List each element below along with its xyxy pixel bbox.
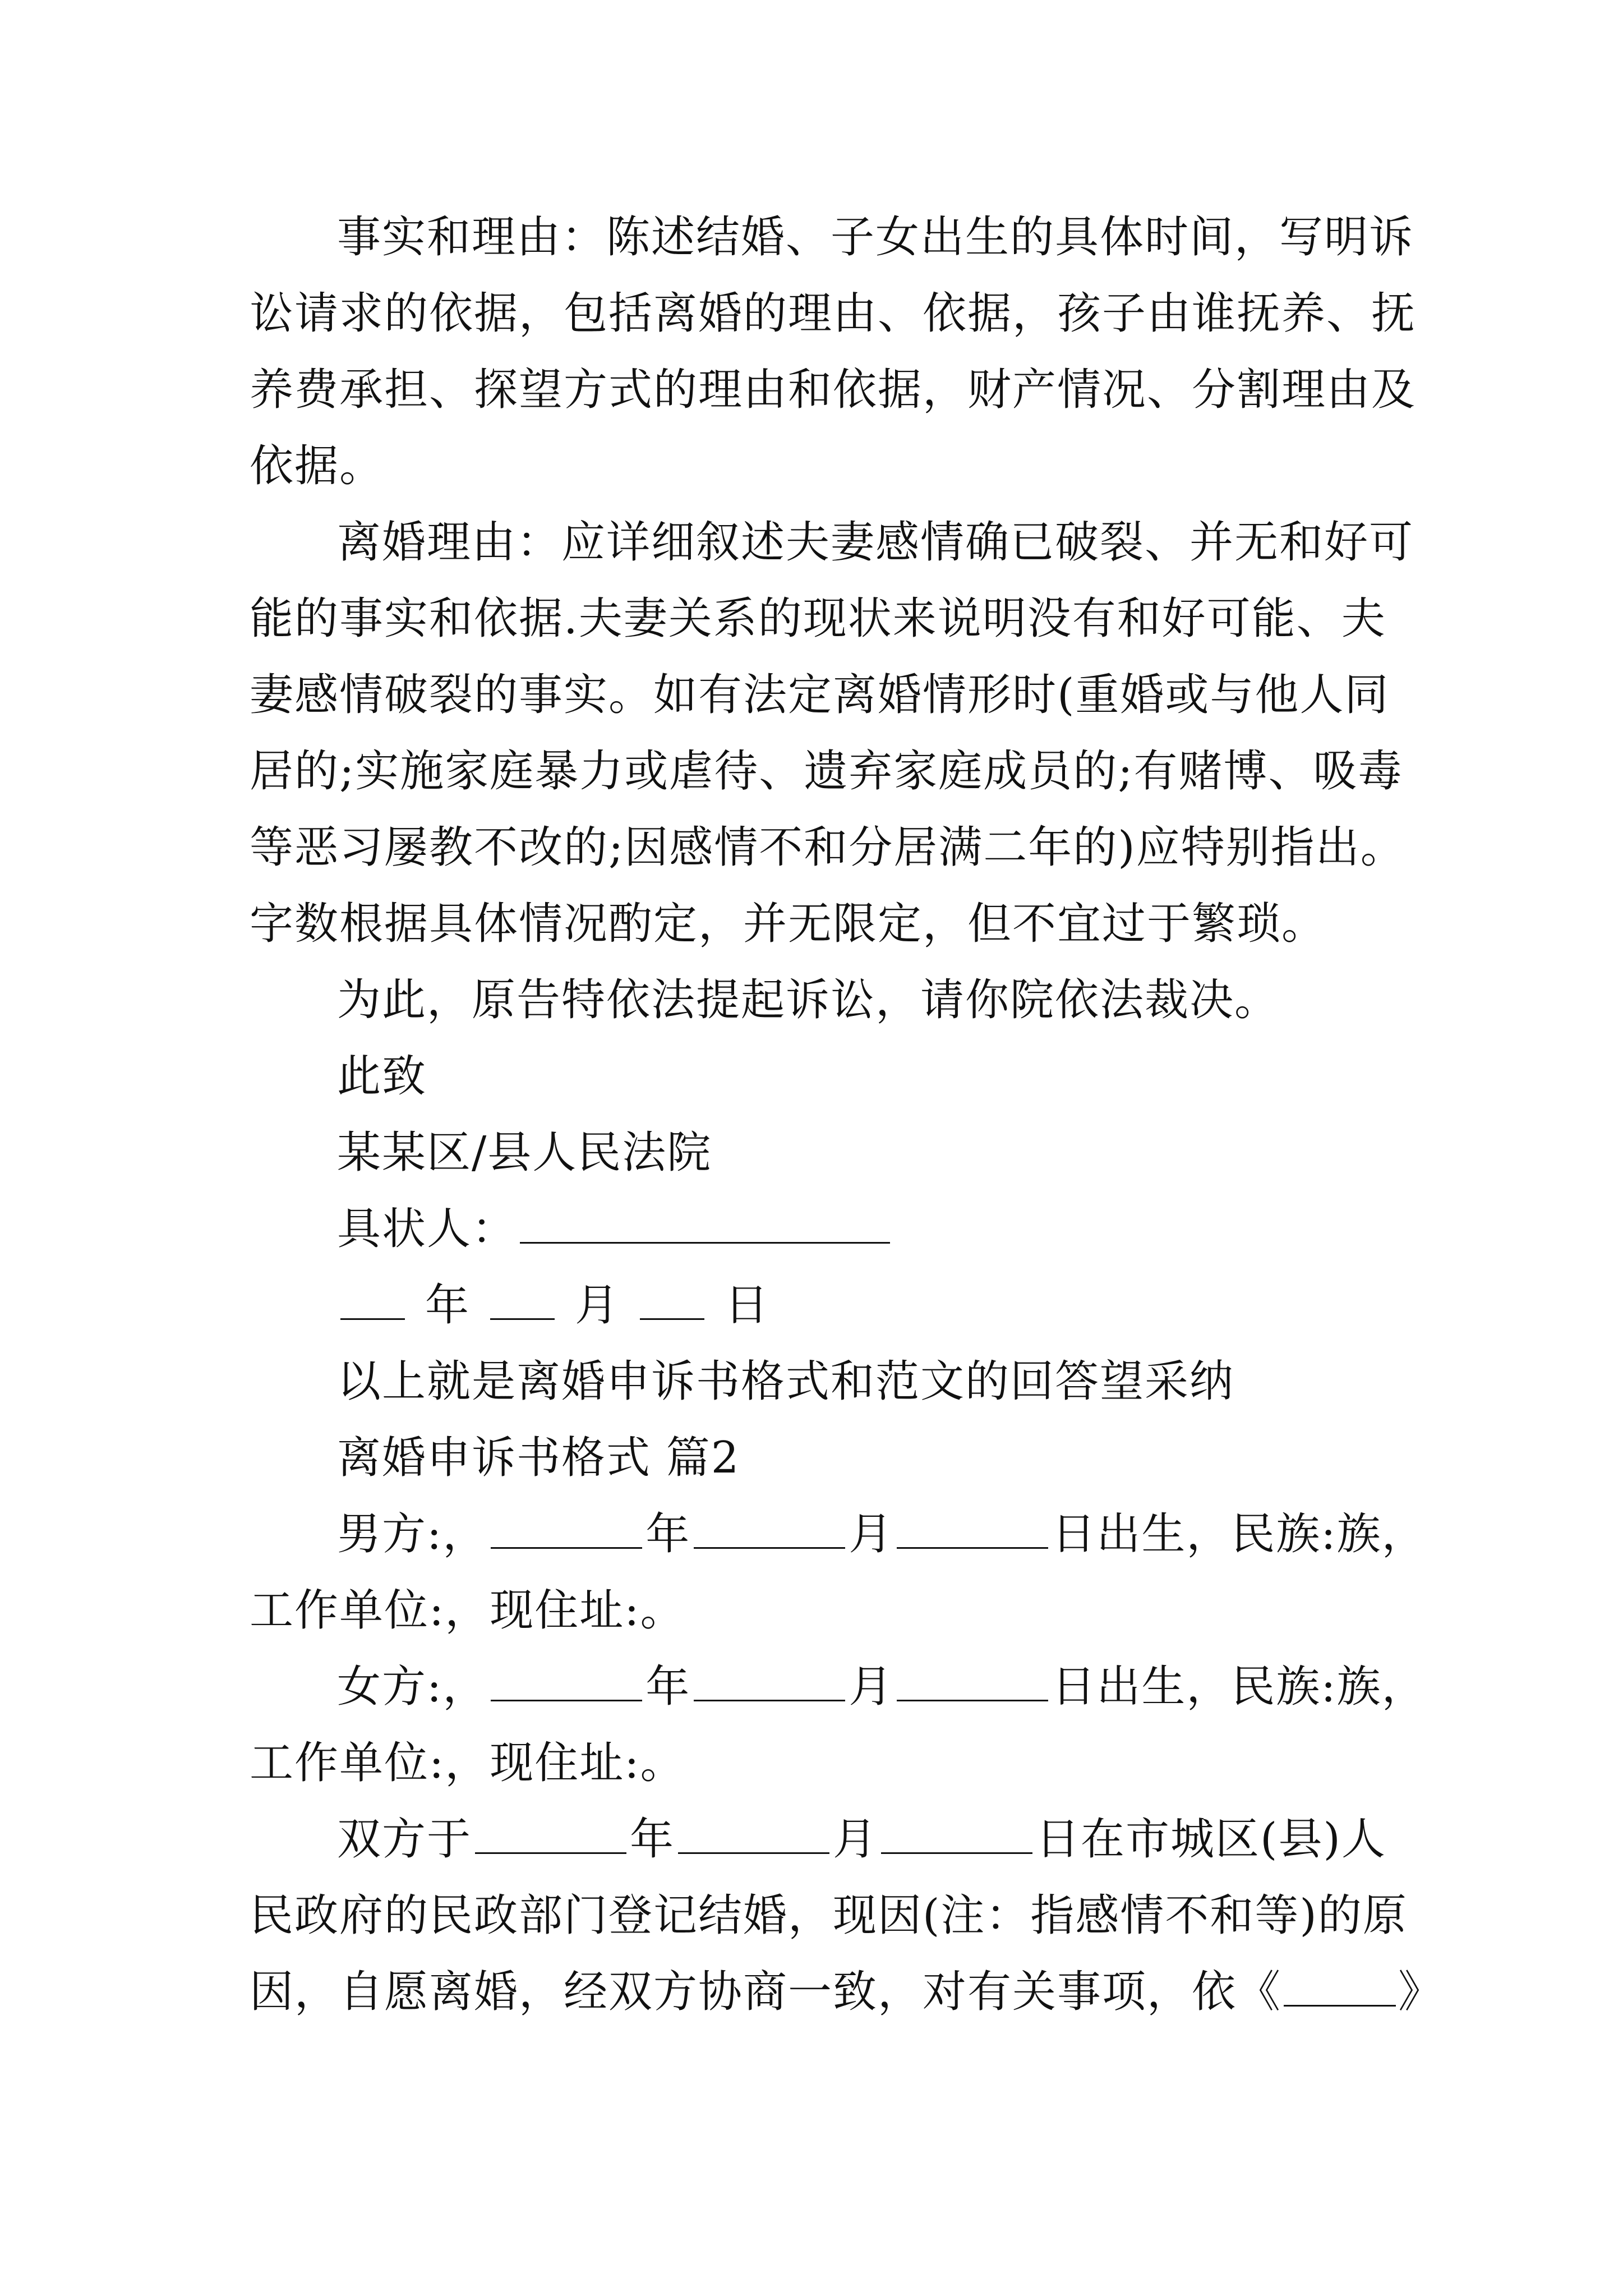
woman-year-label: 年 bbox=[645, 1662, 691, 1712]
woman-info-line-1 bbox=[250, 1649, 1427, 1725]
court-name: 某某区/县人民法院 bbox=[337, 1128, 712, 1178]
marriage-day-blank[interactable] bbox=[881, 1818, 1032, 1854]
marriage-line-2: 民政府的民政部门登记结婚，现因(注：指感情不和等)的原 bbox=[250, 1890, 1408, 1941]
woman-year-blank[interactable] bbox=[491, 1665, 642, 1701]
signer-line bbox=[250, 1191, 1382, 1267]
salutation: 此致 bbox=[337, 1051, 427, 1102]
marriage-line-3 bbox=[250, 1954, 1444, 2030]
month-label: 月 bbox=[575, 1280, 620, 1331]
signer-label: 具状人： bbox=[337, 1204, 517, 1254]
paragraph-facts-line-3: 养费承担、探望方式的理由和依据，财产情况、分割理由及 bbox=[250, 365, 1417, 415]
man-month-blank[interactable] bbox=[694, 1512, 845, 1549]
marriage-line-1 bbox=[250, 1801, 1386, 1878]
section-title: 离婚申诉书格式 篇2 bbox=[337, 1433, 740, 1483]
man-info-line-1 bbox=[250, 1496, 1427, 1572]
man-label: 男方:， bbox=[337, 1509, 488, 1559]
year-blank[interactable] bbox=[340, 1283, 405, 1320]
marriage-day-rest: 日在市城区(县)人 bbox=[1036, 1814, 1386, 1865]
closing-line: 以上就是离婚申诉书格式和范文的回答望采纳 bbox=[337, 1356, 1235, 1407]
paragraph-reasons-line-5: 等恶习屡教不改的;因感情不和分居满二年的)应特别指出。 bbox=[250, 822, 1405, 873]
signer-blank[interactable] bbox=[520, 1207, 890, 1244]
man-year-label: 年 bbox=[645, 1509, 691, 1559]
year-label: 年 bbox=[425, 1280, 471, 1331]
paragraph-reasons-line-2: 能的事实和依据.夫妻关系的现状来说明没有和好可能、夫 bbox=[250, 593, 1386, 644]
man-year-blank[interactable] bbox=[491, 1512, 642, 1549]
paragraph-reasons-line-6: 字数根据具体情况酌定，并无限定，但不宜过于繁琐。 bbox=[250, 899, 1327, 949]
paragraph-facts-line-2: 讼请求的依据，包括离婚的理由、依据，孩子由谁抚养、抚 bbox=[250, 288, 1417, 339]
paragraph-reasons-line-4: 居的;实施家庭暴力或虐待、遗弃家庭成员的;有赌博、吸毒 bbox=[250, 746, 1403, 797]
law-name-blank[interactable] bbox=[1284, 1970, 1396, 2007]
paragraph-reasons-line-3: 妻感情破裂的事实。如有法定离婚情形时(重婚或与他人同 bbox=[250, 670, 1390, 720]
marriage-line3-prefix: 因，自愿离婚，经双方协商一致，对有关事项，依《 bbox=[250, 1967, 1282, 2017]
woman-month-blank[interactable] bbox=[694, 1665, 845, 1701]
marriage-month-blank[interactable] bbox=[678, 1818, 829, 1854]
woman-info-line-2: 工作单位:，现住址:。 bbox=[250, 1738, 685, 1788]
paragraph-facts-line-4: 依据。 bbox=[250, 441, 385, 491]
paragraph-reasons-line-1: 离婚理由：应详细叙述夫妻感情确已破裂、并无和好可 bbox=[337, 517, 1414, 568]
man-day-rest: 日出生，民族:族， bbox=[1052, 1509, 1427, 1559]
woman-day-rest: 日出生，民族:族， bbox=[1052, 1662, 1427, 1712]
man-info-line-2: 工作单位:，现住址:。 bbox=[250, 1585, 685, 1636]
day-blank[interactable] bbox=[640, 1283, 704, 1320]
day-label: 日 bbox=[725, 1280, 770, 1331]
marriage-line3-suffix: 》 bbox=[1398, 1967, 1444, 2017]
man-month-label: 月 bbox=[849, 1509, 894, 1559]
woman-month-label: 月 bbox=[849, 1662, 894, 1712]
date-line bbox=[250, 1267, 1382, 1343]
man-day-blank[interactable] bbox=[897, 1512, 1048, 1549]
document-page bbox=[250, 199, 1444, 2030]
paragraph-facts-line-1: 事实和理由：陈述结婚、子女出生的具体时间，写明诉 bbox=[337, 212, 1414, 263]
marriage-month-label: 月 bbox=[833, 1814, 878, 1865]
request-line: 为此，原告特依法提起诉讼，请你院依法裁决。 bbox=[337, 975, 1280, 1025]
month-blank[interactable] bbox=[490, 1283, 555, 1320]
marriage-year-blank[interactable] bbox=[475, 1818, 626, 1854]
marriage-prefix: 双方于 bbox=[337, 1814, 472, 1865]
woman-label: 女方:， bbox=[337, 1662, 488, 1712]
marriage-year-label: 年 bbox=[630, 1814, 675, 1865]
woman-day-blank[interactable] bbox=[897, 1665, 1048, 1701]
